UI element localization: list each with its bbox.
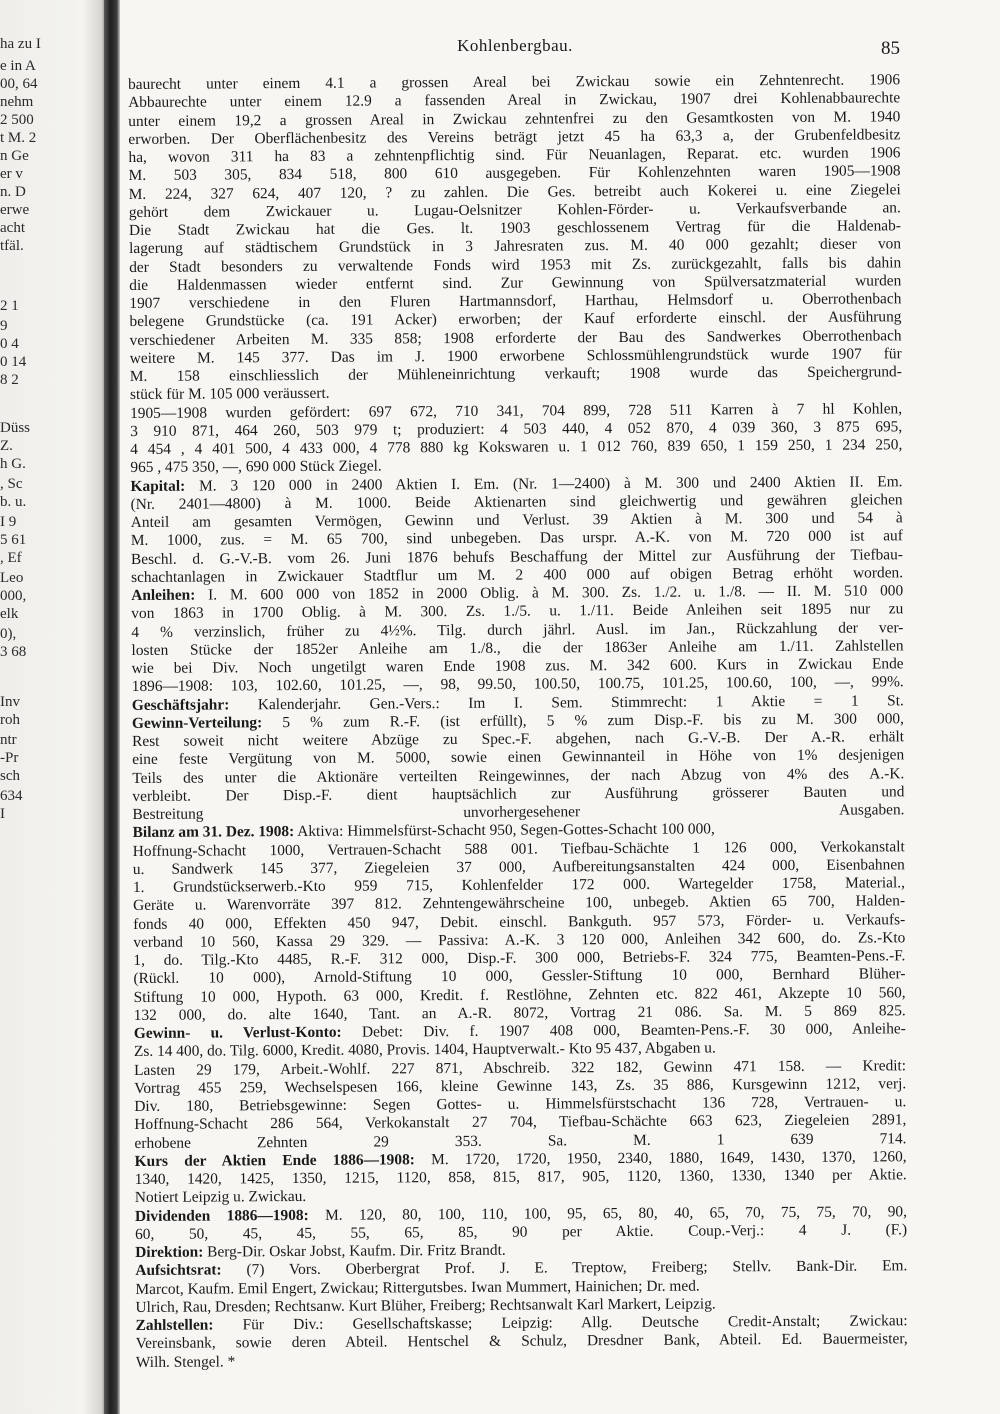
text-line: (Nr. 2401—4800) à M. 1000. Beide Aktienarten sind gleichwertig und gewähren gleichen (130, 491, 903, 513)
text-line: M. 503 305, 834 518, 800 610 ausgegeben. Für Kohlenzehnten waren 1905—1908 (128, 162, 901, 185)
text-line: Beschl. d. G.-V.-B. vom 26. Juni 1876 behufs Beschaffung der Mittel zur Ausführung der Tiefbau- (130, 545, 903, 568)
previous-page-bleed (0, 0, 118, 1414)
text-line: verbleibt. Der Disp.-F. dient hauptsächlich zur Ausführung grösserer Bauten und (132, 783, 905, 805)
text-line: losten Stücke der 1852er Anleihe am 1./8., die der 1863er Anleihe am 1./11. Zahlstellen (131, 637, 904, 659)
text-line: M. 158 einschliesslich der Mühleneinrichtung verkauft; 1908 wurde das Speichergrund- (129, 363, 902, 385)
prev-page-fragment: sch (0, 768, 20, 784)
text-line: Zahlstellen: Für Div.: Gesellschaftskasse; Leipzig: Allg. Deutsche Credit-Anstalt; Zwickau: (135, 1312, 908, 1334)
prev-page-fragment: Düss (0, 420, 31, 436)
text-line: verband 10 560, Kassa 29 329. — Passiva: A.-K. 3 120 000, Anleihen 342 600, do. Zs.-Kto (133, 929, 906, 951)
text-line: 1, do. Tilg.-Kto 4485, R.-F. 312 000, Disp.-F. 300 000, Betriebs-F. 324 775, Beamten-Pens.-F. (133, 947, 906, 969)
prev-page-fragment: 2 1 (0, 298, 19, 314)
text-line: Wilh. Stengel. * (135, 1352, 236, 1371)
prev-page-fragment: Inv (0, 694, 20, 710)
prev-page-fragment: 9 (0, 318, 8, 334)
prev-page-fragment: , Sc (0, 476, 23, 492)
prev-page-fragment: erwe (0, 202, 30, 218)
prev-page-fragment: 3 68 (0, 644, 27, 660)
text-line: 1896—1908: 103, 102.60, 101.25, —, 98, 99.50, 100.50, 100.75, 101.25, 100.60, 100, —, 99%. (131, 673, 904, 696)
text-line: 1905—1908 wurden gefördert: 697 672, 710 341, 704 899, 728 511 Karren à 7 hl Kohlen, (130, 399, 903, 422)
text-line: 1907 verschiedene in den Fluren Hartmannsdorf, Harthau, Helmsdorf u. Oberrothenbach (129, 290, 902, 312)
prev-page-fragment: ha zu I (0, 36, 41, 52)
text-line: 1. Grundstückserwerb.-Kto 959 715, Kohlenfelder 172 000. Wartegelder 1758, Material., (132, 874, 905, 896)
text-line: Lasten 29 179, Arbeit.-Wohlf. 227 871, Abschreib. 322 182, Gewinn 471 158. — Kredit: (134, 1056, 907, 1079)
prev-page-fragment: 0), (0, 626, 17, 642)
text-line: 4 454 , 4 401 500, 4 433 000, 4 778 880 kg Kokswaren u. 1 012 760, 839 650, 1 159 250, 1 234 250, (130, 436, 903, 458)
text-line: weitere M. 145 377. Das im J. 1900 erworbene Schlossmühlengrundstück wurde 1907 für (129, 345, 902, 367)
text-line: Die Stadt Zwickau hat die Ges. lt. 1903 geschlossenem Vertrag für die Haldenab- (128, 217, 901, 239)
text-line: der Stadt besonders zu verwaltende Fonds wird 1953 mit Zs. zurückgezahlt, falls bis dahin (129, 253, 902, 276)
text-line: 4 % verzinslich, früher zu 4½%. Tilg. durch jährl. Ausl. im Jan., Rückzahlung der ver- (131, 618, 904, 641)
prev-page-fragment: t M. 2 (0, 130, 37, 146)
text-line: M. 224, 327 624, 407 120, ? zu zahlen. Die Ges. betreibt auch Kokerei u. eine Ziegelei (128, 180, 901, 203)
prev-page-fragment: 2 500 (0, 112, 34, 128)
text-line: eine feste Vergütung von M. 5000, sowie einen Gewinnanteil in Höhe von 1% desjenigen (132, 746, 905, 769)
text-line: Bilanz am 31. Dez. 1908: Aktiva: Himmelsfürst-Schacht 950, Segen-Gottes-Schacht 100 000, (132, 820, 715, 842)
text-line: Teils des unter die Aktionäre verteilten Reingewinnes, der nach Abzug von 4% des A.-K. (132, 764, 905, 787)
text-line: gehört dem Zwickauer u. Lugau-Oelsnitzer Kohlen-Förder- u. Verkaufsverbande an. (128, 199, 901, 221)
text-line: Abbaurechte unter einem 12.9 a fassenden Areal in Zwickau, 1907 drei Kohlenabbaurechte (128, 89, 901, 112)
text-line: Gewinn- u. Verlust-Konto: Debet: Div. f. 1907 408 000, Beamten-Pens.-F. 30 000, Anleihe- (133, 1020, 906, 1042)
running-head: Kohlenbergbau. (457, 36, 573, 55)
text-line: Bestreitung unvorhergesehener Ausgaben. (132, 801, 905, 823)
text-line: (Rückl. 10 000), Arnold-Stiftung 10 000, Gessler-Stiftung 10 000, Bernhard Blüher- (133, 965, 906, 988)
text-line: die Haldenmassen wieder entfernt sind. Zur Gewinnung von Spülversatzmaterial wurden (129, 272, 902, 294)
text-line: Dividenden 1886—1908: M. 120, 80, 100, 110, 100, 95, 65, 80, 40, 65, 70, 75, 75, 70, 90, (134, 1202, 907, 1225)
prev-page-fragment: Z. (0, 438, 13, 454)
text-line: baurecht unter einem 4.1 a grossen Areal bei Zwickau sowie ein Zehntenrecht. 1906 (128, 71, 901, 93)
prev-page-fragment: , Ef (0, 550, 22, 566)
text-line: M. 1000, zus. = M. 65 700, sind unbegeben. Das urspr. A.-K. von M. 720 000 ist auf (130, 527, 903, 550)
text-line: Geschäftsjahr: Kalenderjahr. Gen.-Vers.: Im I. Sem. Stimmrecht: 1 Aktie = 1 St. (131, 691, 904, 714)
text-line: verschiedener Arbeiten M. 335 858; 1908 erforderte der Bau des Sandwerkes Oberrothenbach (129, 326, 902, 349)
text-line: 1340, 1420, 1425, 1350, 1215, 1120, 858, 815, 817, 905, 1120, 1360, 1330, 1340 per Aktie. (134, 1166, 907, 1188)
prev-page-fragment: nehm (0, 94, 34, 110)
text-line: Rest soweit nicht weitere Abzüge zu Spec.-F. abgehen, nach G.-V.-B. Der A.-R. erhält (132, 728, 905, 750)
text-line: Div. 180, Betriebsgewinne: Segen Gottes- u. Himmelsfürstschacht 136 728, Vertrauen- u. (134, 1093, 907, 1115)
prev-page-fragment: n. D (0, 184, 26, 200)
text-line: belegene Grundstücke (ca. 191 Acker) erworben; der Kauf erforderte einschl. der Ausführung (129, 308, 902, 331)
prev-page-fragment: -Pr (0, 750, 19, 766)
prev-page-fragment: h G. (0, 456, 26, 472)
page-number: 85 (881, 38, 900, 59)
prev-page-fragment: 000, (0, 588, 27, 604)
text-line: von 1863 in 1700 Oblig. à M. 300. Zs. 1./5. u. 1./11. Beide Anleihen seit 1895 nur zu (131, 600, 904, 623)
prev-page-fragment: tfäl. (0, 238, 24, 254)
text-line: 60, 50, 45, 45, 55, 65, 85, 90 per Aktie. Coup.-Verj.: 4 J. (F.) (135, 1221, 908, 1243)
prev-page-fragment: I (0, 806, 5, 822)
text-line: u. Sandwerk 145 377, Ziegeleien 37 000, Aufbereitungsanstalten 424 000, Eisenbahnen (132, 856, 905, 878)
body-text (128, 71, 908, 1371)
prev-page-fragment: elk (0, 606, 19, 622)
text-line: Notiert Leipzig u. Zwickau. (134, 1188, 307, 1207)
prev-page-fragment: 0 4 (0, 336, 19, 352)
prev-page-fragment: 5 61 (0, 532, 27, 548)
prev-page-fragment: ntr (0, 732, 17, 748)
text-line: Zs. 14 400, do. Tilg. 6000, Kredit. 4080, Provis. 1404, Hauptverwalt.- Kto 95 437, Abgaben u. (133, 1039, 716, 1061)
text-line: erhobene Zehnten 29 353. Sa. M. 1 639 714. (134, 1129, 907, 1152)
prev-page-fragment: e in A (0, 58, 36, 74)
text-line: Stiftung 10 000, Hypoth. 63 000, Kredit. f. Restlöhne, Zehnten etc. 822 461, Akzepte 10 560, (133, 983, 906, 1006)
text-line: ha, wovon 311 ha 83 a zehntenpflichtig sind. Für Neuanlagen, Reparat. etc. wurden 1906 (128, 144, 901, 166)
text-line: stück für M. 105 000 veräussert. (129, 385, 330, 404)
text-line: Anleihen: I. M. 600 000 von 1852 in 2000 Oblig. à M. 300. Zs. 1./2. u. 1./8. — II. M. 510 000 (131, 582, 904, 604)
prev-page-fragment: roh (0, 712, 20, 728)
prev-page-fragment: b. u. (0, 494, 27, 510)
text-line: Direktion: Berg-Dir. Oskar Jobst, Kaufm. Dir. Fritz Brandt. (135, 1241, 506, 1261)
prev-page-fragment: Leo (0, 570, 24, 586)
text-line: fonds 40 000, Effekten 450 947, Debit. einschl. Bankguth. 957 573, Förder- u. Verkaufs- (133, 910, 906, 933)
text-line: Ulrich, Rau, Dresden; Rechtsanw. Kurt Blüher, Freiberg; Rechtsanwalt Karl Markert, Leipzig. (135, 1295, 716, 1316)
prev-page-fragment: acht (0, 220, 25, 236)
text-line: Marcot, Kaufm. Emil Engert, Zwickau; Rittergutsbes. Iwan Mummert, Hainichen; Dr. med. (135, 1277, 700, 1298)
text-line: Hoffnung-Schacht 286 564, Verkokanstalt 27 704, Tiefbau-Schächte 663 623, Ziegeleien 2891, (134, 1111, 907, 1134)
prev-page-fragment: 634 (0, 788, 23, 804)
text-line: wie bei Div. Noch ungetilgt waren Ende 1908 zus. M. 342 600. Kurs in Zwickau Ende (131, 655, 904, 677)
text-line: Geräte u. Warenvorräte 397 812. Zehntengewährscheine 100, unbegeb. Aktien 65 700, Halden- (133, 892, 906, 915)
prev-page-fragment: 00, 64 (0, 76, 38, 92)
text-line: Kapital: M. 3 120 000 in 2400 Aktien I. Em. (Nr. 1—2400) à M. 300 und 2400 Aktien II. Em. (130, 472, 903, 495)
text-line: Aufsichtsrat: (7) Vors. Oberbergrat Prof. J. E. Treptow, Freiberg; Stellv. Bank-Dir. Em. (135, 1257, 908, 1280)
text-line: 3 910 871, 464 260, 503 979 t; produziert: 4 503 440, 4 052 870, 4 039 360, 3 875 695, (130, 418, 903, 440)
text-line: erworben. Der Oberflächenbesitz des Vereins beträgt jetzt 45 ha 63,3 a, der Grubenfeldbesitz (128, 126, 901, 148)
prev-page-fragment: n Ge (0, 148, 29, 164)
text-line: schachtanlagen in Zwickauer Stadtflur um M. 2 400 000 auf obigen Betrag erhöht worden. (131, 564, 904, 586)
text-line: 965 , 475 350, —, 690 000 Stück Ziegel. (130, 457, 382, 477)
prev-page-fragment: I 9 (0, 514, 17, 530)
text-line: Kurs der Aktien Ende 1886—1908: M. 1720, 1720, 1950, 2340, 1880, 1649, 1430, 1370, 1260, (134, 1148, 907, 1170)
text-line: Vereinsbank, sowie deren Abteil. Hentschel & Schulz, Dresdner Bank, Abteil. Ed. Bauermeister, (135, 1330, 908, 1353)
book-gutter (104, 0, 120, 1414)
prev-page-fragment: 8 2 (0, 372, 19, 388)
text-line: Gewinn-Verteilung: 5 % zum R.-F. (ist erfüllt), 5 % zum Disp.-F. bis zu M. 300 000, (131, 710, 904, 732)
page-header (130, 32, 900, 58)
prev-page-fragment: er v (0, 166, 23, 182)
text-line: Vortrag 455 259, Wechselspesen 166, kleine Gewinne 143, Zs. 35 886, Kursgewinn 1212, verj. (134, 1075, 907, 1097)
text-line: unter einem 19,2 a grossen Areal in Zwickau zehntenfrei zu den Gesamtkosten von M. 1940 (128, 107, 901, 130)
prev-page-fragment: 0 14 (0, 354, 27, 370)
text-line: Hoffnung-Schacht 1000, Vertrauen-Schacht 588 001. Tiefbau-Schächte 1 126 000, Verkokanstalt (132, 837, 905, 860)
text-line: lagerung auf städtischem Grundstück in 3 Jahresraten zus. M. 40 000 gezahlt; dieser von (129, 235, 902, 258)
text-line: Anteil am gesamten Vermögen, Gewinn und Verlust. 39 Aktien à M. 300 und 54 à (130, 509, 903, 531)
text-line: 132 000, do. alte 1640, Tant. an A.-R. 8072, Vortrag 21 086. Sa. M. 5 869 825. (133, 1002, 906, 1024)
